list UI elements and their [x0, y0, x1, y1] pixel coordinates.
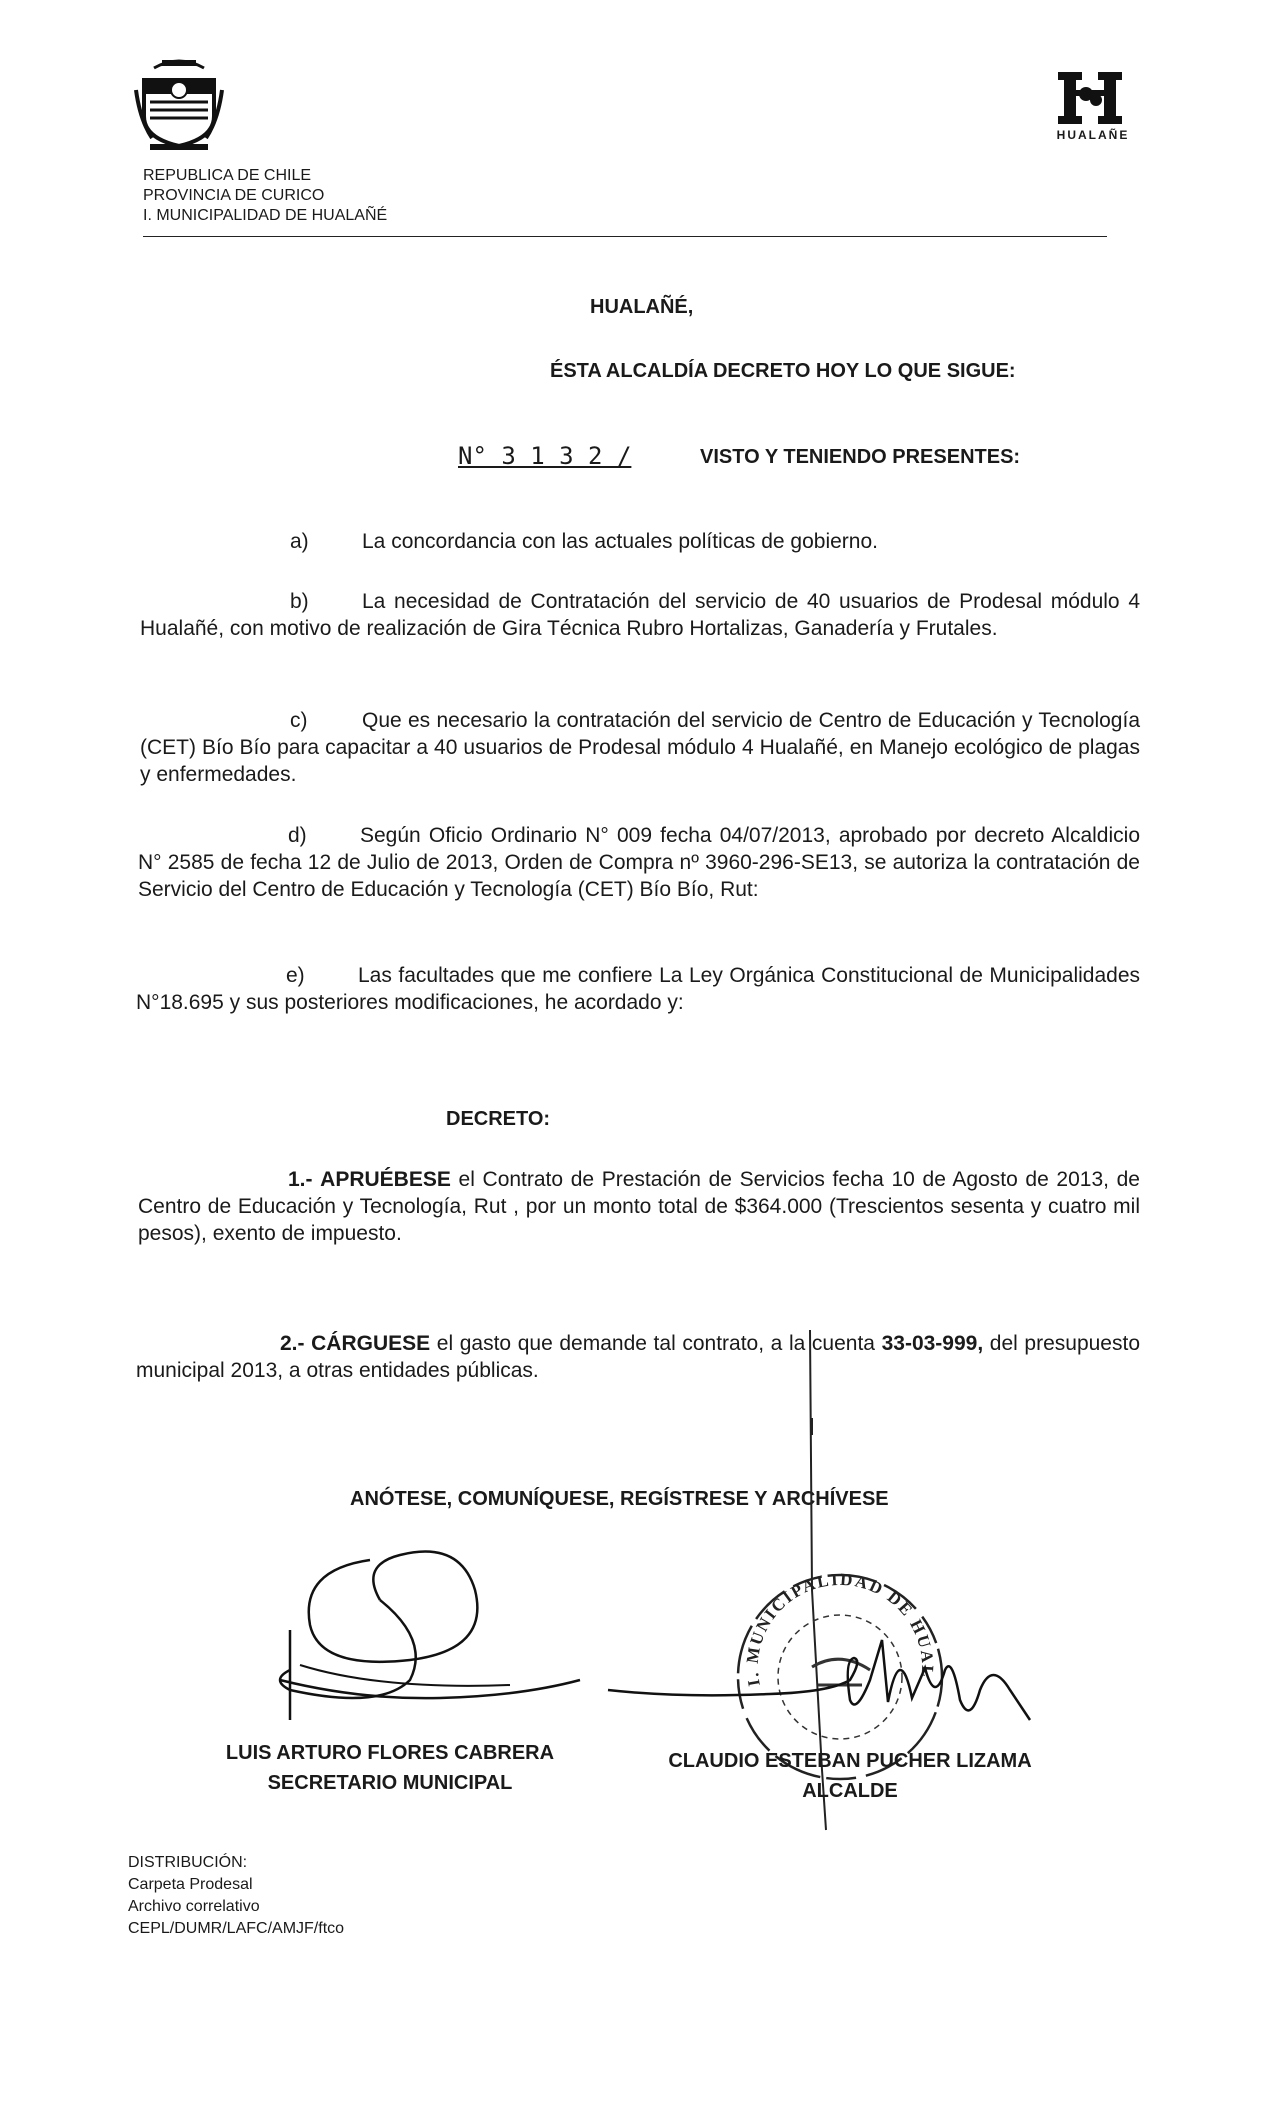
consideration-text: La concordancia con las actuales políticas de gobierno.	[362, 530, 878, 553]
distribution-item: Carpeta Prodesal	[128, 1876, 253, 1893]
secretary-name: LUIS ARTURO FLORES CABRERA	[225, 1742, 555, 1764]
consideration-c	[140, 707, 1140, 788]
consideration-d	[138, 822, 1140, 903]
article-number: 2.-	[280, 1332, 305, 1355]
distribution-list	[128, 1852, 344, 1940]
mayor-name: CLAUDIO ESTEBAN PUCHER LIZAMA	[668, 1750, 1032, 1772]
header-line-municipality: I. MUNICIPALIDAD DE HUALAÑÉ	[143, 207, 388, 224]
secretary-signature	[260, 1530, 590, 1730]
mayor-signature	[600, 1620, 1070, 1730]
consideration-text: La necesidad de Contratación del servicio de 40 usuarios de Prodesal módulo 4 Hualañé, con motivo de realización de Gira Técnica Rubro Hortalizas, Ganadería y Frutales.	[140, 590, 1140, 640]
article-verb: CÁRGUESE	[311, 1332, 431, 1355]
consideration-a	[290, 528, 1150, 555]
header-institution	[143, 166, 387, 226]
stamp-text: I. MUNICIPALIDAD DE HUALAÑE	[712, 1540, 938, 1688]
distribution-label: DISTRIBUCIÓN:	[128, 1854, 248, 1871]
hualane-h-logo-icon	[1050, 68, 1130, 128]
closing-formula: ANÓTESE, COMUNÍQUESE, REGÍSTRESE Y ARCHÍVESE	[350, 1488, 889, 1510]
logo-name: HUALAÑE	[1056, 128, 1130, 142]
consideration-letter: c)	[290, 709, 308, 732]
consideration-text: Las facultades que me confiere La Ley Orgánica Constitucional de Municipalidades N°18.695 y sus posteriores modificaciones, he acordado y:	[136, 964, 1140, 1014]
article-1	[138, 1166, 1140, 1247]
consideration-letter: a)	[290, 530, 309, 553]
distribution-item: CEPL/DUMR/LAFC/AMJF/ftco	[128, 1920, 345, 1937]
consideration-text: Que es necesario la contratación del servicio de Centro de Educación y Tecnología (CET) Bío Bío para capacitar a 40 usuarios de Prodesal módulo 4 Hualañé, en Manejo ecológico de plagas y enfermedades.	[140, 709, 1140, 786]
account-number: 33-03-999,	[881, 1332, 984, 1355]
consideration-letter: e)	[286, 964, 305, 987]
consideration-e	[136, 962, 1140, 1016]
consideration-b	[140, 588, 1140, 642]
header-line-country: REPUBLICA DE CHILE	[143, 167, 312, 184]
consideration-letter: b)	[290, 590, 309, 613]
decree-number: N° 3 1 3 2 /	[458, 442, 632, 470]
header-line-province: PROVINCIA DE CURICO	[143, 187, 325, 204]
article-number: 1.-	[288, 1168, 313, 1191]
header-divider	[143, 236, 1107, 237]
decreto-heading: DECRETO:	[446, 1108, 551, 1130]
article-text: del presupuesto municipal 2013, a otras entidades públicas.	[136, 1332, 1141, 1382]
decree-heading: ÉSTA ALCALDÍA DECRETO HOY LO QUE SIGUE:	[550, 360, 1016, 382]
municipal-coat-of-arms-icon	[134, 50, 224, 154]
distribution-item: Archivo correlativo	[128, 1898, 260, 1915]
place-line: HUALAÑÉ,	[590, 296, 694, 318]
article-2	[136, 1330, 1140, 1384]
article-verb: APRUÉBESE	[320, 1168, 451, 1191]
consideration-text: Según Oficio Ordinario N° 009 fecha 04/07/2013, aprobado por decreto Alcaldicio N° 2585 de fecha 12 de Julio de 2013, Orden de Compra nº 3960-296-SE13, se autoriza la contratación de Servicio del Centro de Educación y Tecnología (CET) Bío Bío, Rut:	[138, 824, 1140, 901]
secretary-role: SECRETARIO MUNICIPAL	[267, 1772, 513, 1794]
article-text: el Contrato de Prestación de Servicios fecha 10 de Agosto de 2013, de Centro de Educación y Tecnología, Rut , por un monto total de $364.000 (Trescientos sesenta y cuatro mil pesos), exento de impuesto.	[138, 1168, 1140, 1245]
article-text: el gasto que demande tal contrato, a la cuenta	[430, 1332, 882, 1355]
visto-heading: VISTO Y TENIENDO PRESENTES:	[700, 446, 1021, 468]
consideration-letter: d)	[288, 824, 307, 847]
mayor-role: ALCALDE	[802, 1780, 898, 1802]
